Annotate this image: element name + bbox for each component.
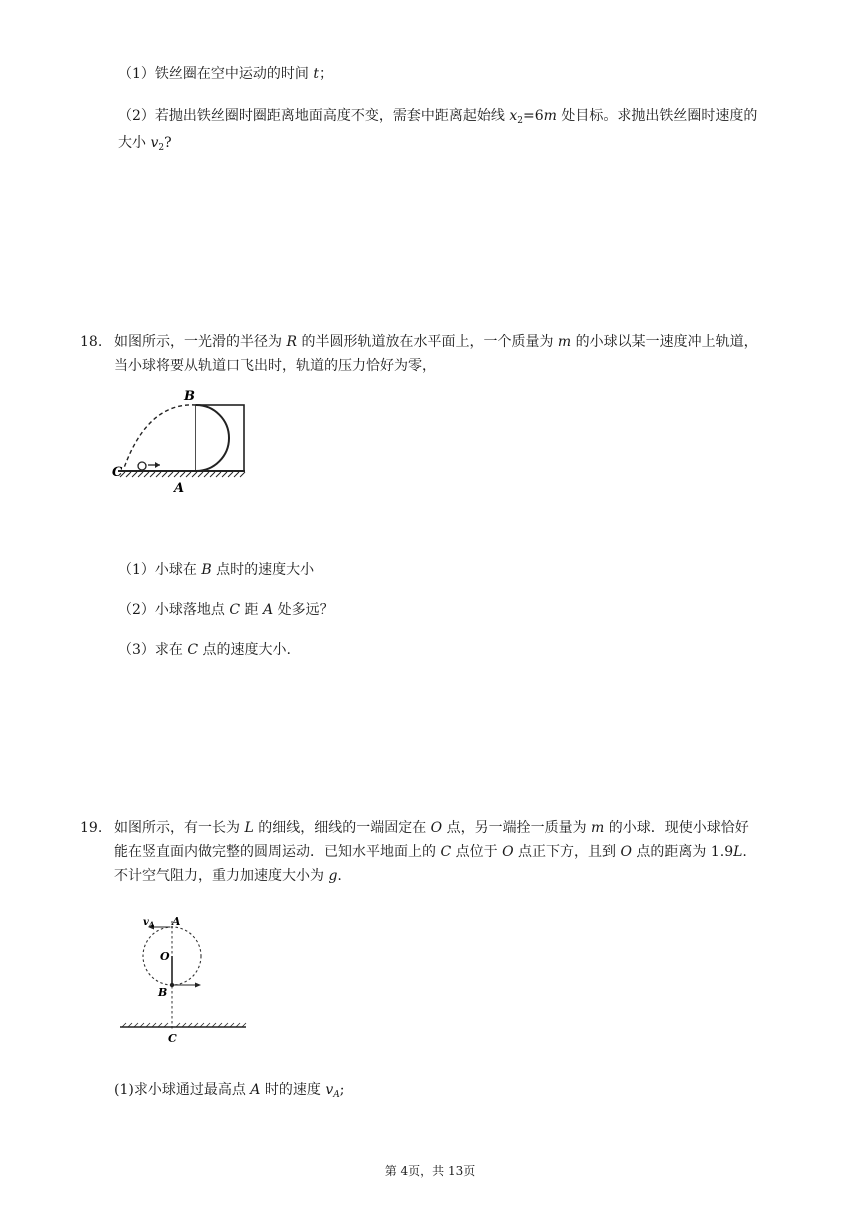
- q17-part2-line2: 大小 $v_2$?: [118, 135, 172, 153]
- q17-part1: （1）铁丝圈在空中运动的时间 t；: [118, 66, 334, 82]
- velocity-arrowhead-B: [195, 983, 201, 988]
- ball-at-B: [170, 983, 174, 987]
- label-B: B: [158, 986, 168, 999]
- label-O: O: [160, 950, 170, 963]
- label-A: A: [172, 915, 181, 928]
- ground-hatching: [120, 472, 245, 477]
- q18-stem-line2: 当小球将要从轨道口飞出时，轨道的压力恰好为零，: [114, 358, 436, 374]
- label-B: B: [184, 389, 195, 404]
- q19-stem-line2: 能在竖直面内做完整的圆周运动．已知水平地面上的 C 点位于 O 点正下方，且到 O 点的距离为 1.9L.: [114, 844, 747, 860]
- velocity-arrowhead: [155, 462, 160, 468]
- semicircle-track: [196, 405, 229, 471]
- q18-stem-line1: 如图所示，一光滑的半径为 R 的半圆形轨道放在水平面上，一个质量为 m 的小球以某一速度冲上轨道，: [114, 334, 758, 350]
- question-number-19: 19.: [80, 820, 103, 836]
- q19-stem-line1: 如图所示，有一长为 L 的细线，细线的一端固定在 O 点，另一端拴一质量为 m 的小球．现使小球恰好: [114, 820, 749, 836]
- label-C: C: [168, 1032, 177, 1045]
- question-number-18: 18.: [80, 334, 103, 350]
- q19-figure-circle: [110, 908, 255, 1048]
- q19-sub1: (1)求小球通过最高点 A 时的速度 $v_A$;: [114, 1082, 345, 1100]
- ball: [138, 462, 146, 470]
- q18-sub1: （1）小球在 B 点时的速度大小: [118, 562, 315, 578]
- q18-sub3: （3）求在 C 点的速度大小.: [118, 642, 291, 658]
- projectile-trajectory: [124, 405, 196, 468]
- q17-part2-line1: （2）若抛出铁丝圈时圈距离地面高度不变，需套中距离起始线 $x_2=6m$ 处目标。求抛出铁丝圈时速度的: [118, 108, 758, 126]
- label-A: A: [174, 481, 185, 496]
- label-vA: $v_A$: [143, 917, 155, 929]
- q18-figure-track: [108, 384, 258, 496]
- q19-stem-line3: 不计空气阻力，重力加速度大小为 g.: [114, 868, 342, 884]
- total-pages: 13: [448, 1164, 464, 1178]
- current-page-number: 4: [400, 1164, 409, 1178]
- page-footer: 第 4页，共 13页: [384, 1164, 476, 1178]
- q18-sub2: （2）小球落地点 C 距 A 处多远？: [118, 602, 334, 618]
- label-C: C: [112, 465, 123, 480]
